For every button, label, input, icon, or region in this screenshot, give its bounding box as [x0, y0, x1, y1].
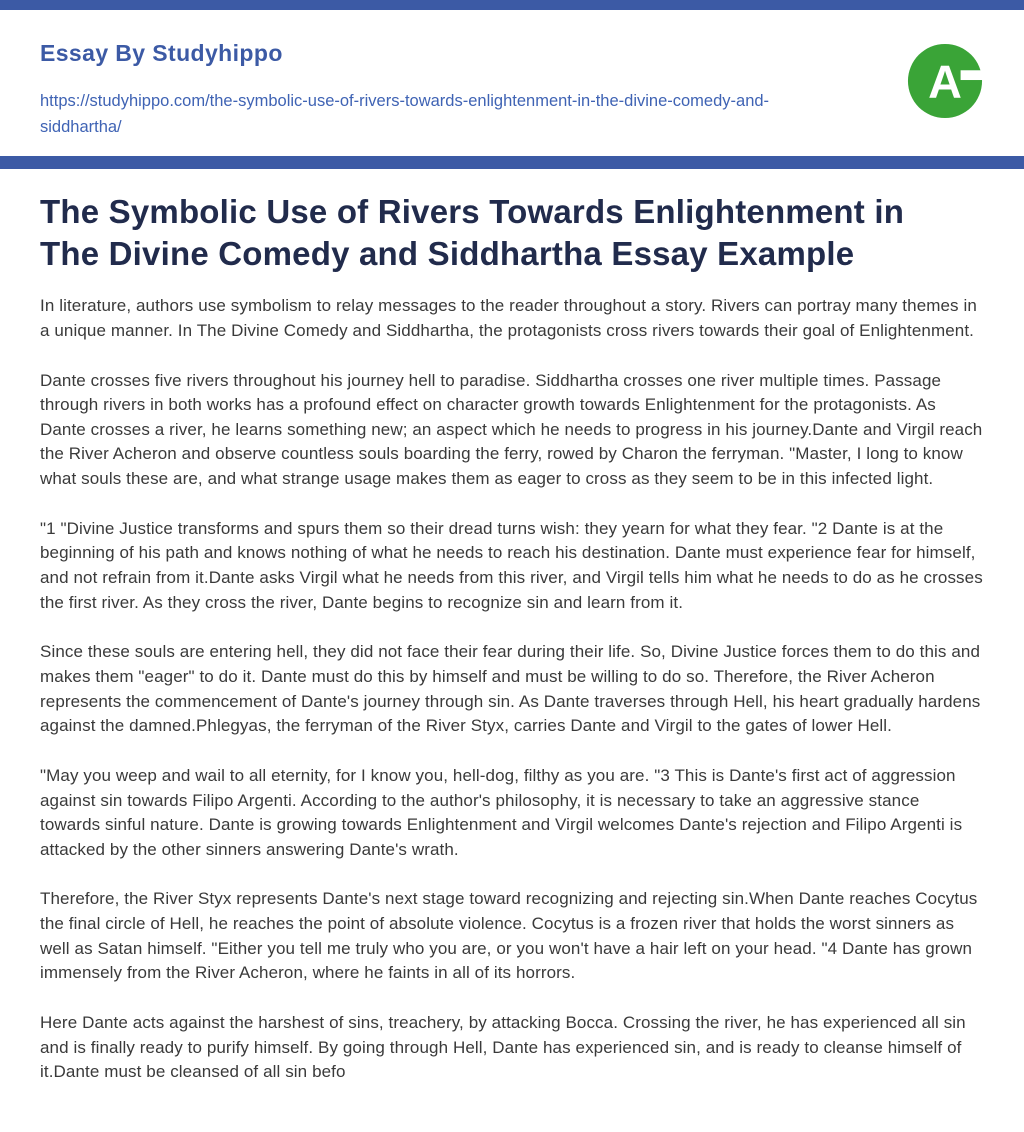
- paragraph: "1 "Divine Justice transforms and spurs them so their dread turns wish: they yearn for what they fear. "2 Dante is at the beginning of his path and knows nothing of what he needs to reach his destination. Dante must experience fear for himself, and not refrain from it.Dante asks Virgil what he needs from this river, and Virgil tells him what he needs to do as he crosses the first river. As they cross the river, Dante begins to recognize sin and learn from it.: [40, 518, 983, 612]
- header-text-block: [40, 40, 790, 140]
- site-header: [0, 10, 1024, 156]
- paragraph: Therefore, the River Styx represents Dante's next stage toward recognizing and rejecting sin.When Dante reaches Cocytus the final circle of Hell, he reaches the point of absolute violence. Cocytus is a frozen river that holds the worst sinners as well as Satan himself. "Either you tell me truly who you are, or you won't have a hair left on your head. "4 Dante has grown immensely from the River Acheron, where he faints in all of its horrors.: [40, 889, 978, 983]
- paragraph: Since these souls are entering hell, they did not face their fear during their life. So, Divine Justice forces them to do this and makes them "eager" to do it. Dante must do this by himself and must be willing to do so. Therefore, the River Acheron represents the commencement of Dante's journey through sin. As Dante traverses through Hell, his heart gradually hardens against the damned.Phlegyas, the ferryman of the River Styx, carries Dante and Virgil to the gates of lower Hell.: [40, 642, 981, 736]
- article-body: [40, 294, 984, 1085]
- paragraph: "May you weep and wail to all eternity, for I know you, hell-dog, filthy as you are. "3 This is Dante's first act of aggression against sin towards Filipo Argenti. According to the author's philosophy, it is necessary to take an aggressive stance towards sinful nature. Dante is growing towards Enlightenment and Virgil welcomes Dante's rejection and Filipo Argenti is attacked by the other sinners answering Dante's wrath.: [40, 765, 963, 859]
- page-title: The Symbolic Use of Rivers Towards Enlightenment in The Divine Comedy and Siddhartha Essay Example: [40, 193, 905, 272]
- paragraph: Dante crosses five rivers throughout his journey hell to paradise. Siddhartha crosses one river multiple times. Passage through rivers in both works has a profound effect on character growth towards Enlightenment for the protagonists. As Dante crosses a river, he learns something new; an aspect which he needs to progress in his journey.Dante and Virgil reach the River Acheron and observe countless souls boarding the ferry, rowed by Charon the ferryman. "Master, I long to know what souls these are, and what strange usage makes them as eager to cross as they seem to be in this infected light.: [40, 370, 983, 489]
- paragraph: In literature, authors use symbolism to relay messages to the reader throughout a story. Rivers can portray many themes in a unique manner. In The Divine Comedy and Siddhartha, the protagonists cross rivers towards their goal of Enlightenment.: [40, 296, 977, 340]
- paragraph: Here Dante acts against the harshest of sins, treachery, by attacking Bocca. Crossing the river, he has experienced all sin and is finally ready to purify himself. By going through Hell, Dante has experienced sin, and is ready to cleanse himself of it.Dante must be cleansed of all sin befo: [40, 1013, 966, 1082]
- logo-letter: A: [928, 55, 962, 108]
- studyhippo-logo-icon: [906, 42, 984, 120]
- article: [0, 169, 1024, 1115]
- header-divider-bar: [0, 156, 1024, 169]
- article-url-link[interactable]: https://studyhippo.com/the-symbolic-use-of-rivers-towards-enlightenment-in-the-divine-comedy-and-siddhartha/: [40, 92, 770, 136]
- brand-title: Essay By Studyhippo: [40, 40, 283, 66]
- top-accent-bar: [0, 0, 1024, 10]
